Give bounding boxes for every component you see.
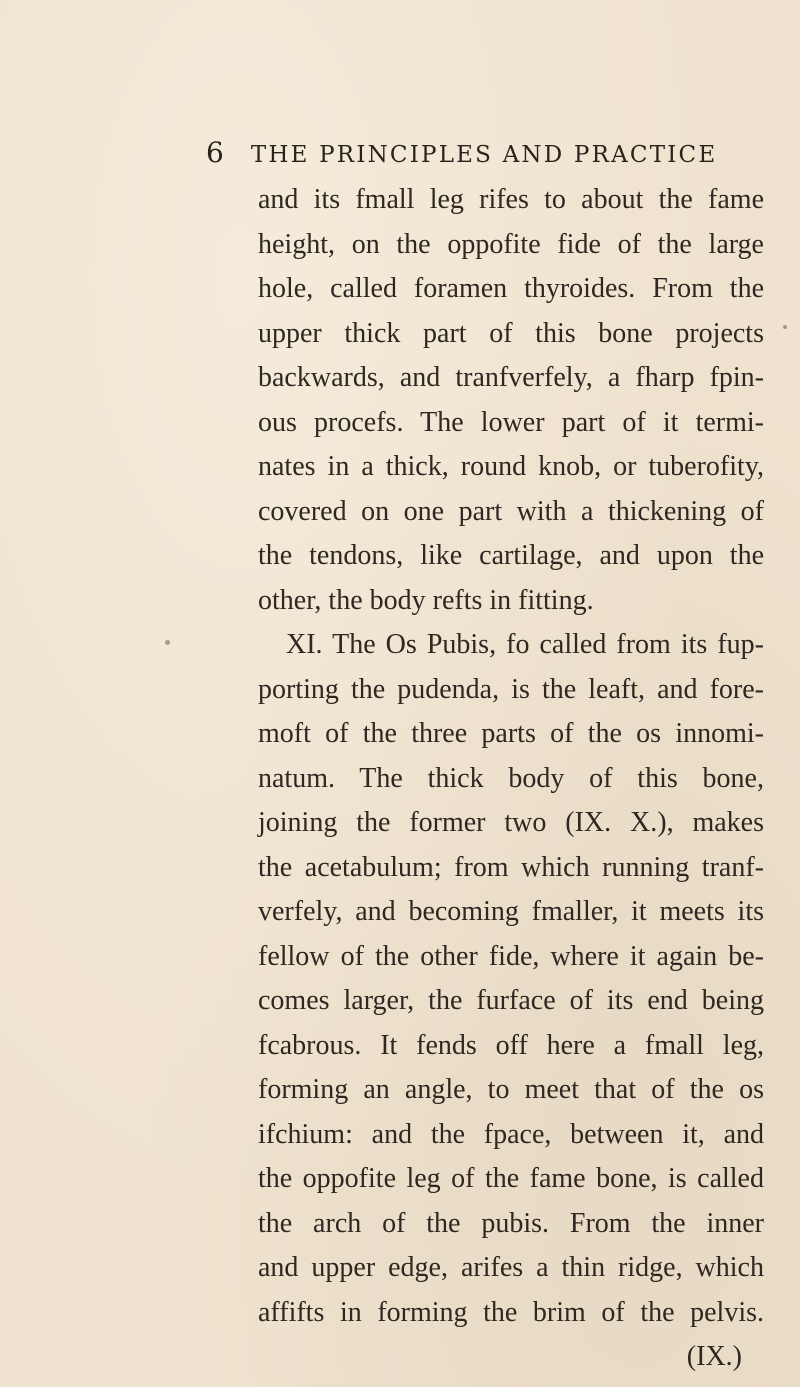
catchword: (IX.) bbox=[686, 1341, 742, 1372]
text-line: other, the body refts in fitting. bbox=[258, 584, 594, 616]
text-line: moft of the three parts of the os innomi- bbox=[258, 718, 764, 749]
text-line: upper thick part of this bone projects bbox=[258, 317, 764, 349]
text-line: the tendons, like cartilage, and upon the bbox=[258, 540, 764, 571]
text-line: verfely, and becoming fmaller, it meets its bbox=[258, 896, 764, 927]
paragraph-start-line: XI. The Os Pubis, fo called from its fup- bbox=[286, 629, 764, 660]
paper-speck bbox=[783, 325, 787, 329]
running-head bbox=[206, 136, 766, 176]
text-line: fcabrous. It fends off here a fmall leg, bbox=[258, 1029, 764, 1061]
text-line: ous procefs. The lower part of it termi- bbox=[258, 406, 764, 438]
body-text bbox=[258, 178, 764, 1380]
running-title: THE PRINCIPLES AND PRACTICE bbox=[250, 142, 718, 168]
text-line: backwards, and tranfverfely, a fharp fpin- bbox=[258, 362, 764, 393]
text-line: porting the pudenda, is the leaft, and fore- bbox=[258, 673, 764, 705]
page-number: 6 bbox=[206, 136, 225, 169]
text-line: nates in a thick, round knob, or tuberofity, bbox=[258, 451, 764, 482]
text-line: forming an angle, to meet that of the os bbox=[258, 1074, 764, 1105]
text-line: affifts in forming the brim of the pelvis. bbox=[258, 1296, 764, 1328]
text-line: natum. The thick body of this bone, bbox=[258, 762, 764, 794]
text-line: covered on one part with a thickening of bbox=[258, 495, 764, 527]
text-line: hole, called foramen thyroides. From the bbox=[258, 273, 764, 304]
text-line: and upper edge, arifes a thin ridge, which bbox=[258, 1252, 764, 1283]
text-line: ifchium: and the fpace, between it, and bbox=[258, 1118, 764, 1150]
text-line: fellow of the other fide, where it again be- bbox=[258, 940, 764, 972]
text-line: and its fmall leg rifes to about the fame bbox=[258, 184, 764, 215]
text-line: joining the former two (IX. X.), makes bbox=[258, 807, 764, 838]
text-line: the oppofite leg of the fame bone, is called bbox=[258, 1163, 764, 1194]
text-line: height, on the oppofite fide of the large bbox=[258, 228, 764, 260]
text-line: the arch of the pubis. From the inner bbox=[258, 1207, 764, 1239]
paper-speck bbox=[165, 640, 170, 645]
text-line: the acetabulum; from which running tranf- bbox=[258, 851, 764, 883]
text-line: comes larger, the furface of its end being bbox=[258, 985, 764, 1016]
